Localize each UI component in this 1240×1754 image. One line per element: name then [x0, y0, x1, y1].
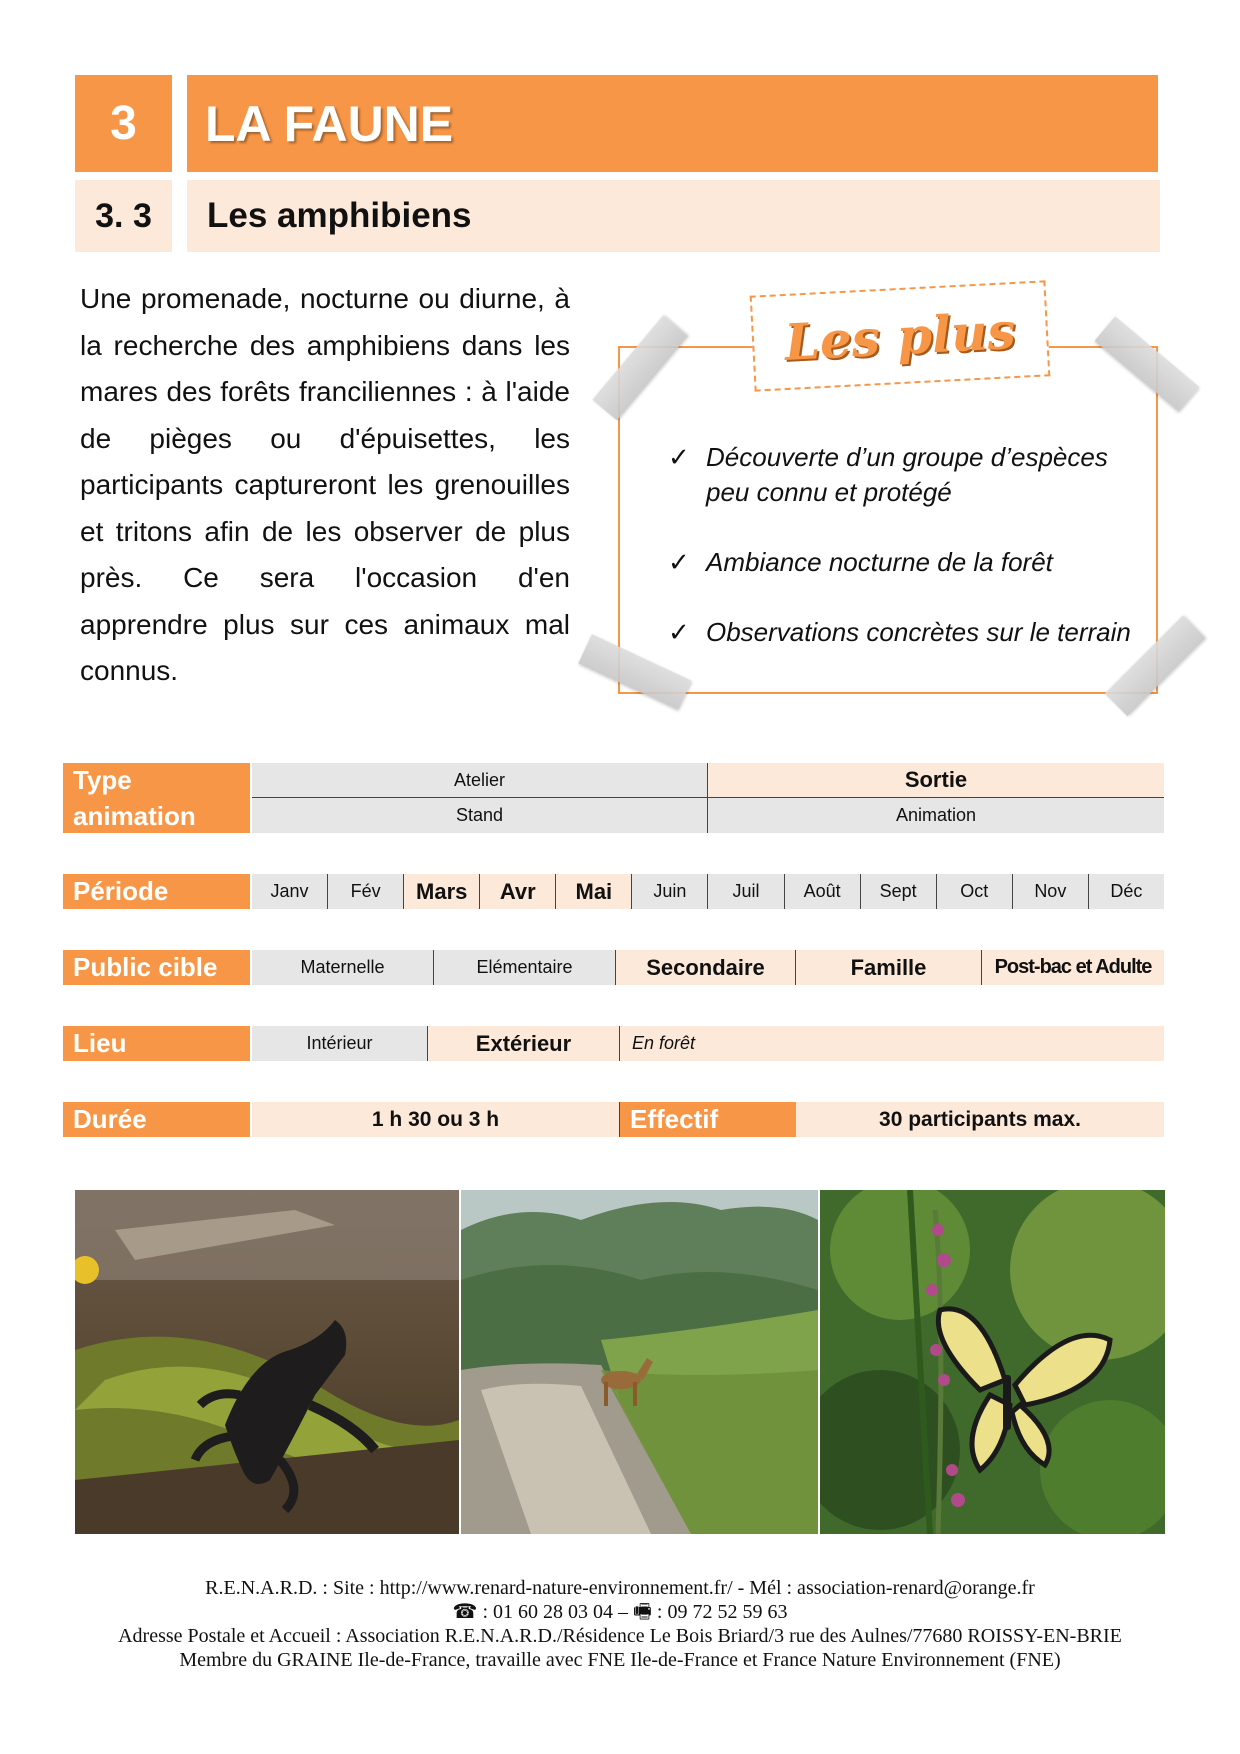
type-stand: Stand [252, 798, 708, 833]
duree-label: Durée [63, 1102, 250, 1137]
public-postbac-adulte: Post-bac et Adulte [982, 950, 1164, 985]
public-elementaire: Elémentaire [434, 950, 616, 985]
lieu-interieur: Intérieur [252, 1026, 428, 1061]
duree-value: 1 h 30 ou 3 h [252, 1102, 620, 1137]
les-plus-list [668, 440, 1148, 685]
footer-address-line: Adresse Postale et Accueil : Association R.E.N.A.R.D./Résidence Le Bois Briard/3 rue des Aulnes/77680 ROISSY-EN-BRIE [118, 1625, 1122, 1647]
months-row [252, 874, 1164, 909]
chapter-number: 3 [75, 75, 172, 172]
lieu-detail: En forêt [620, 1026, 1164, 1061]
list-item: ✓ Découverte d’un groupe d’espèces peu connu et protégé [668, 442, 1108, 507]
section-title: Les amphibiens [187, 180, 1160, 252]
public-maternelle: Maternelle [252, 950, 434, 985]
public-cible-label: Public cible [63, 950, 250, 985]
footer-contact-line: R.E.N.A.R.D. : Site : http://www.renard-nature-environnement.fr/ - Mél : association-renard@orange.fr [205, 1577, 1035, 1599]
public-famille: Famille [796, 950, 982, 985]
check-icon: ✓ [668, 442, 690, 472]
effectif-value: 30 participants max. [796, 1102, 1164, 1137]
fax-icon: 🖷 [633, 1601, 652, 1623]
lieu-label: Lieu [63, 1026, 250, 1061]
month-8: Sept [861, 874, 937, 909]
month-2: Mars [404, 874, 480, 909]
footer-phone-line: ☎ : 01 60 28 03 04 – 🖷 : 09 72 52 59 63 [452, 1601, 788, 1623]
month-3: Avr [480, 874, 556, 909]
les-plus-title: Les plus [750, 280, 1051, 391]
month-5: Juin [632, 874, 708, 909]
newt-photo [75, 1190, 459, 1534]
footer [0, 1576, 1240, 1672]
periode-label: Période [63, 874, 250, 909]
public-secondaire: Secondaire [616, 950, 796, 985]
type-animation-label: Type animation [63, 763, 250, 833]
list-item: ✓ Ambiance nocturne de la forêt [668, 545, 1148, 580]
month-4: Mai [556, 874, 632, 909]
type-sortie: Sortie [708, 763, 1164, 798]
month-1: Fév [328, 874, 404, 909]
check-icon: ✓ [668, 617, 690, 647]
list-item: ✓ Observations concrètes sur le terrain [668, 615, 1148, 650]
chapter-title: LA FAUNE [187, 75, 1158, 172]
month-0: Janv [252, 874, 328, 909]
check-icon: ✓ [668, 547, 690, 577]
footer-member-line: Membre du GRAINE Ile-de-France, travaille avec FNE Ile-de-France et France Nature Environnement (FNE) [179, 1649, 1061, 1671]
phone-icon: ☎ [452, 1601, 478, 1623]
deer-on-path-photo [461, 1190, 818, 1534]
month-9: Oct [937, 874, 1013, 909]
section-number: 3. 3 [75, 180, 172, 252]
type-animation: Animation [708, 798, 1164, 833]
lieu-exterieur: Extérieur [428, 1026, 620, 1061]
month-11: Déc [1089, 874, 1164, 909]
month-6: Juil [708, 874, 784, 909]
month-10: Nov [1013, 874, 1089, 909]
type-atelier: Atelier [252, 763, 708, 798]
intro-paragraph: Une promenade, nocturne ou diurne, à la recherche des amphibiens dans les mares des forêts franciliennes : à l'aide de pièges ou d'épuisettes, les participants captureront les grenouilles et tritons afin de les observer de plus près. Ce sera l'occasion d'en apprendre plus sur ces animaux mal connus. [80, 283, 570, 686]
month-7: Août [785, 874, 861, 909]
effectif-label: Effectif [620, 1102, 796, 1137]
swallowtail-butterfly-photo [820, 1190, 1165, 1534]
